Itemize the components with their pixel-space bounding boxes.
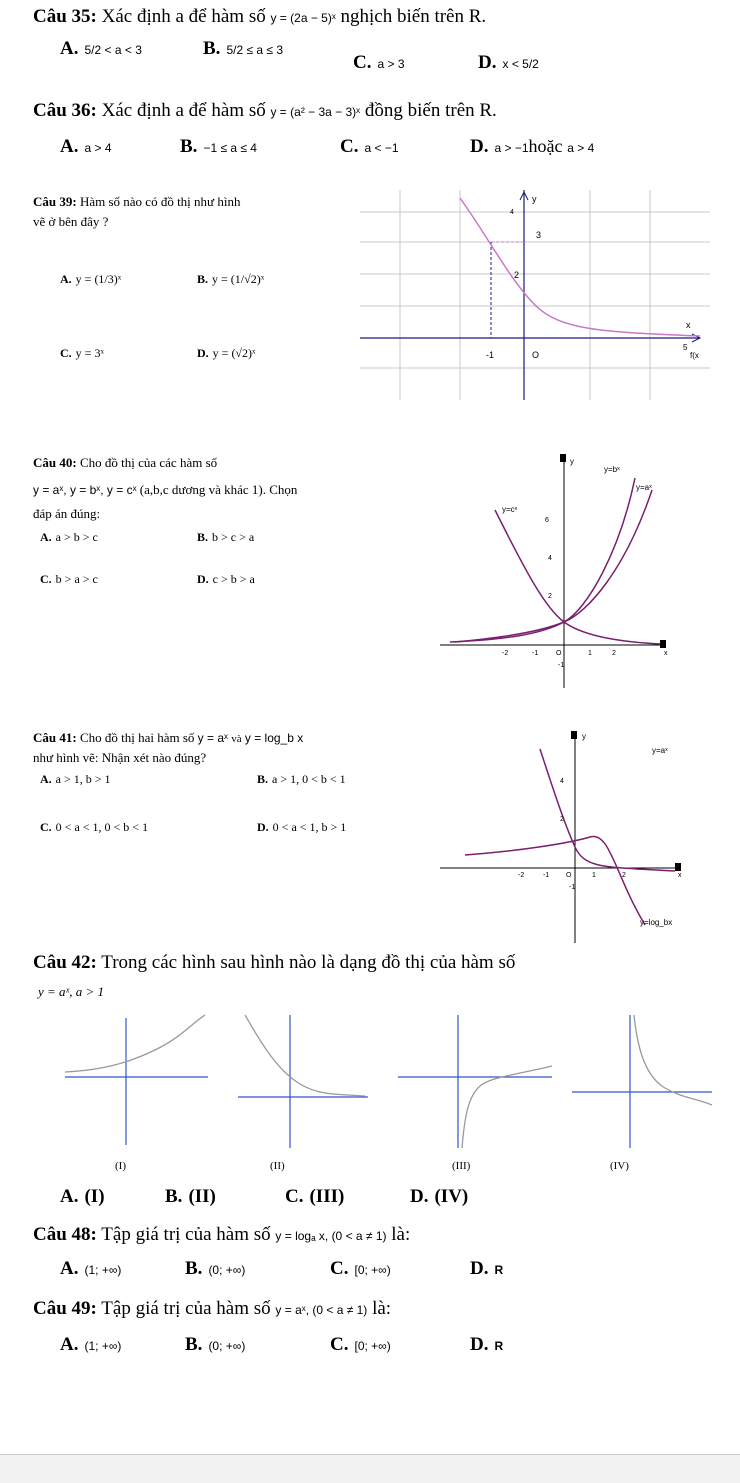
- q41-lbl-1: 1: [592, 872, 596, 879]
- q35-text-after: nghịch biến trên R.: [340, 6, 487, 27]
- q48-option-c[interactable]: C. [0; +∞): [330, 1258, 391, 1279]
- q40-lbl-neg1y: -1: [558, 662, 565, 669]
- q49-option-a[interactable]: A. (1; +∞): [60, 1334, 122, 1355]
- q41-lbl-x: x: [678, 872, 682, 879]
- q41-lbl-4: 4: [560, 778, 564, 785]
- q48-option-d[interactable]: D. R: [470, 1258, 504, 1279]
- q41-lbl-p2: 2: [622, 872, 626, 879]
- q40-curve-b: [450, 478, 635, 642]
- q36-option-c[interactable]: C. a < −1: [340, 136, 399, 157]
- q39-stem-2: vẽ ở bên đây ?: [33, 214, 109, 229]
- q49-option-c[interactable]: C. [0; +∞): [330, 1334, 391, 1355]
- option-value: a > 3: [377, 57, 405, 71]
- q40-option-a[interactable]: A. a > b > c: [40, 530, 98, 544]
- q39-lbl-x: x: [686, 320, 691, 330]
- q41-lbl-ya: y=aˣ: [652, 746, 668, 755]
- q42-fig-label-4: (IV): [610, 1160, 629, 1172]
- q39-option-b[interactable]: B. y = (1/√2)ˣ: [197, 272, 265, 286]
- q42-fig-label-2: (II): [270, 1160, 285, 1172]
- q42-figures: [60, 1010, 720, 1160]
- q39-lbl-2: 2: [514, 270, 520, 280]
- q41-lbl-y: y: [582, 732, 586, 741]
- q40-lbl-6: 6: [545, 517, 549, 524]
- q40-lbl-4: 4: [548, 555, 552, 562]
- q40-lbl-ya: y=aˣ: [636, 483, 652, 492]
- q41-lbl-2: 2: [560, 816, 564, 823]
- q41-option-d[interactable]: D. 0 < a < 1, b > 1: [257, 820, 347, 834]
- page-bottom-bar: [0, 1454, 740, 1483]
- q41-lbl-ylog: y=log_bx: [640, 918, 673, 927]
- q40-y-arrow: [560, 454, 566, 462]
- q39-grid: [360, 190, 710, 400]
- q41-option-c[interactable]: C. 0 < a < 1, 0 < b < 1: [40, 820, 149, 834]
- q39-lbl-y: y: [532, 194, 537, 204]
- q48-stem: Câu 48: Tập giá trị của hàm số y = logₐ x, (0 < a ≠ 1) là:: [33, 1224, 411, 1245]
- q41-curve-log: [465, 836, 645, 925]
- q40-x-arrow: [660, 640, 666, 648]
- q39-curve: [460, 198, 700, 336]
- q39-graph: [360, 190, 710, 400]
- q40-lbl-1: 1: [588, 650, 592, 657]
- q42-figure-1: [65, 1015, 208, 1145]
- q41-stem: Câu 41: Cho đồ thị hai hàm số y = aˣ và y = log_b x: [33, 730, 304, 745]
- q40-lbl-x: x: [664, 650, 668, 657]
- q49-option-d[interactable]: D. R: [470, 1334, 504, 1355]
- q49-option-b[interactable]: B. (0; +∞): [185, 1334, 246, 1355]
- q35-option-a[interactable]: A. 5/2 < a < 3: [60, 38, 142, 59]
- q40-stem-2: y = aˣ, y = bˣ, y = cˣ (a,b,c dương và khác 1). Chọn: [33, 482, 298, 497]
- q39-lbl-fx: f(x: [690, 351, 699, 360]
- q40-lbl-yb: y=bˣ: [604, 465, 620, 474]
- q35-stem: [33, 6, 486, 28]
- q40-option-d[interactable]: D. c > b > a: [197, 572, 255, 586]
- q41-lbl-n1: -1: [543, 872, 550, 879]
- option-value: 5/2 ≤ a ≤ 3: [226, 43, 283, 57]
- q48-option-b[interactable]: B. (0; +∞): [185, 1258, 246, 1279]
- q40-lbl-p2: 2: [612, 650, 616, 657]
- q40-curve-a: [455, 490, 652, 642]
- q40-stem: Câu 40: Cho đồ thị của các hàm số: [33, 455, 218, 470]
- q40-curve-c: [495, 510, 660, 644]
- q42-fig-label-1: (I): [115, 1160, 126, 1172]
- q40-graph: [440, 450, 680, 690]
- q42-option-d[interactable]: D. (IV): [410, 1186, 469, 1207]
- q42-option-c[interactable]: C. (III): [285, 1186, 345, 1207]
- q35-text: Xác định a để hàm số: [101, 6, 266, 27]
- option-value: x < 5/2: [502, 57, 539, 71]
- q40-lbl-n2: -2: [502, 650, 509, 657]
- q35-option-d[interactable]: D. x < 5/2: [478, 52, 539, 73]
- q42-figure-2: [238, 1015, 368, 1148]
- q42-figure-3: [398, 1015, 552, 1148]
- q41-option-a[interactable]: A. a > 1, b > 1: [40, 772, 111, 786]
- q48-option-a[interactable]: A. (1; +∞): [60, 1258, 122, 1279]
- q40-lbl-n1: -1: [532, 650, 539, 657]
- q41-y-arrow: [571, 731, 577, 739]
- q36-label: Câu 36:: [33, 100, 97, 121]
- q35-formula: y = (2a − 5)ˣ: [270, 11, 336, 25]
- q36-formula: y = (a² − 3a − 3)ˣ: [270, 105, 361, 119]
- q39-lbl-5: 5: [683, 343, 688, 352]
- q36-option-d[interactable]: D. a > −1hoặc a > 4: [470, 136, 595, 157]
- q41-stem-2: như hình vẽ: Nhận xét nào đúng?: [33, 750, 207, 765]
- q39-lbl-4: 4: [510, 209, 514, 216]
- q40-lbl-y: y: [570, 457, 574, 466]
- q36-option-b[interactable]: B. −1 ≤ a ≤ 4: [180, 136, 257, 157]
- q42-option-a[interactable]: A. (I): [60, 1186, 105, 1207]
- q35-option-b[interactable]: B. 5/2 ≤ a ≤ 3: [203, 38, 283, 59]
- q39-stem: Câu 39: Hàm số nào có đồ thị như hình: [33, 194, 241, 209]
- q41-lbl-n2: -2: [518, 872, 525, 879]
- option-value: 5/2 < a < 3: [84, 43, 142, 57]
- q42-fig-label-3: (III): [452, 1160, 471, 1172]
- q39-lbl-neg1: -1: [486, 350, 495, 360]
- q42-stem: Câu 42: Trong các hình sau hình nào là dạng đồ thị của hàm số: [33, 952, 516, 973]
- q40-lbl-yc: y=cˣ: [502, 505, 518, 514]
- q40-lbl-2: 2: [548, 593, 552, 600]
- q39-lbl-origin: O: [532, 350, 540, 360]
- q41-option-b[interactable]: B. a > 1, 0 < b < 1: [257, 772, 346, 786]
- q49-stem: Câu 49: Tập giá trị của hàm số y = aˣ, (0 < a ≠ 1) là:: [33, 1298, 392, 1319]
- q42-figure-4: [572, 1015, 712, 1148]
- q39-option-a[interactable]: A. y = (1/3)ˣ: [60, 272, 122, 286]
- q39-lbl-3: 3: [536, 230, 542, 240]
- q41-x-arrow: [675, 863, 681, 871]
- q40-option-b[interactable]: B. b > c > a: [197, 530, 255, 544]
- q39-option-d[interactable]: D. y = (√2)ˣ: [197, 346, 256, 360]
- q42-option-b[interactable]: B. (II): [165, 1186, 216, 1207]
- q35-option-c[interactable]: C. a > 3: [353, 52, 405, 73]
- q36-stem: Câu 36: Xác định a để hàm số y = (a² − 3a − 3)ˣ đồng biến trên R.: [33, 100, 497, 121]
- q41-lbl-o: O: [566, 872, 572, 879]
- q39-option-c[interactable]: C. y = 3ˣ: [60, 346, 104, 360]
- q40-lbl-o: O: [556, 650, 562, 657]
- q41-lbl-neg1y: -1: [569, 884, 576, 891]
- q35-label: Câu 35:: [33, 6, 97, 27]
- q41-graph: [440, 725, 690, 945]
- q42-formula: y = aˣ, a > 1: [38, 984, 104, 999]
- q41-curve-exp: [540, 749, 675, 871]
- q36-option-a[interactable]: A. a > 4: [60, 136, 112, 157]
- q40-stem-3: đáp án đúng:: [33, 506, 101, 521]
- q40-option-c[interactable]: C. b > a > c: [40, 572, 98, 586]
